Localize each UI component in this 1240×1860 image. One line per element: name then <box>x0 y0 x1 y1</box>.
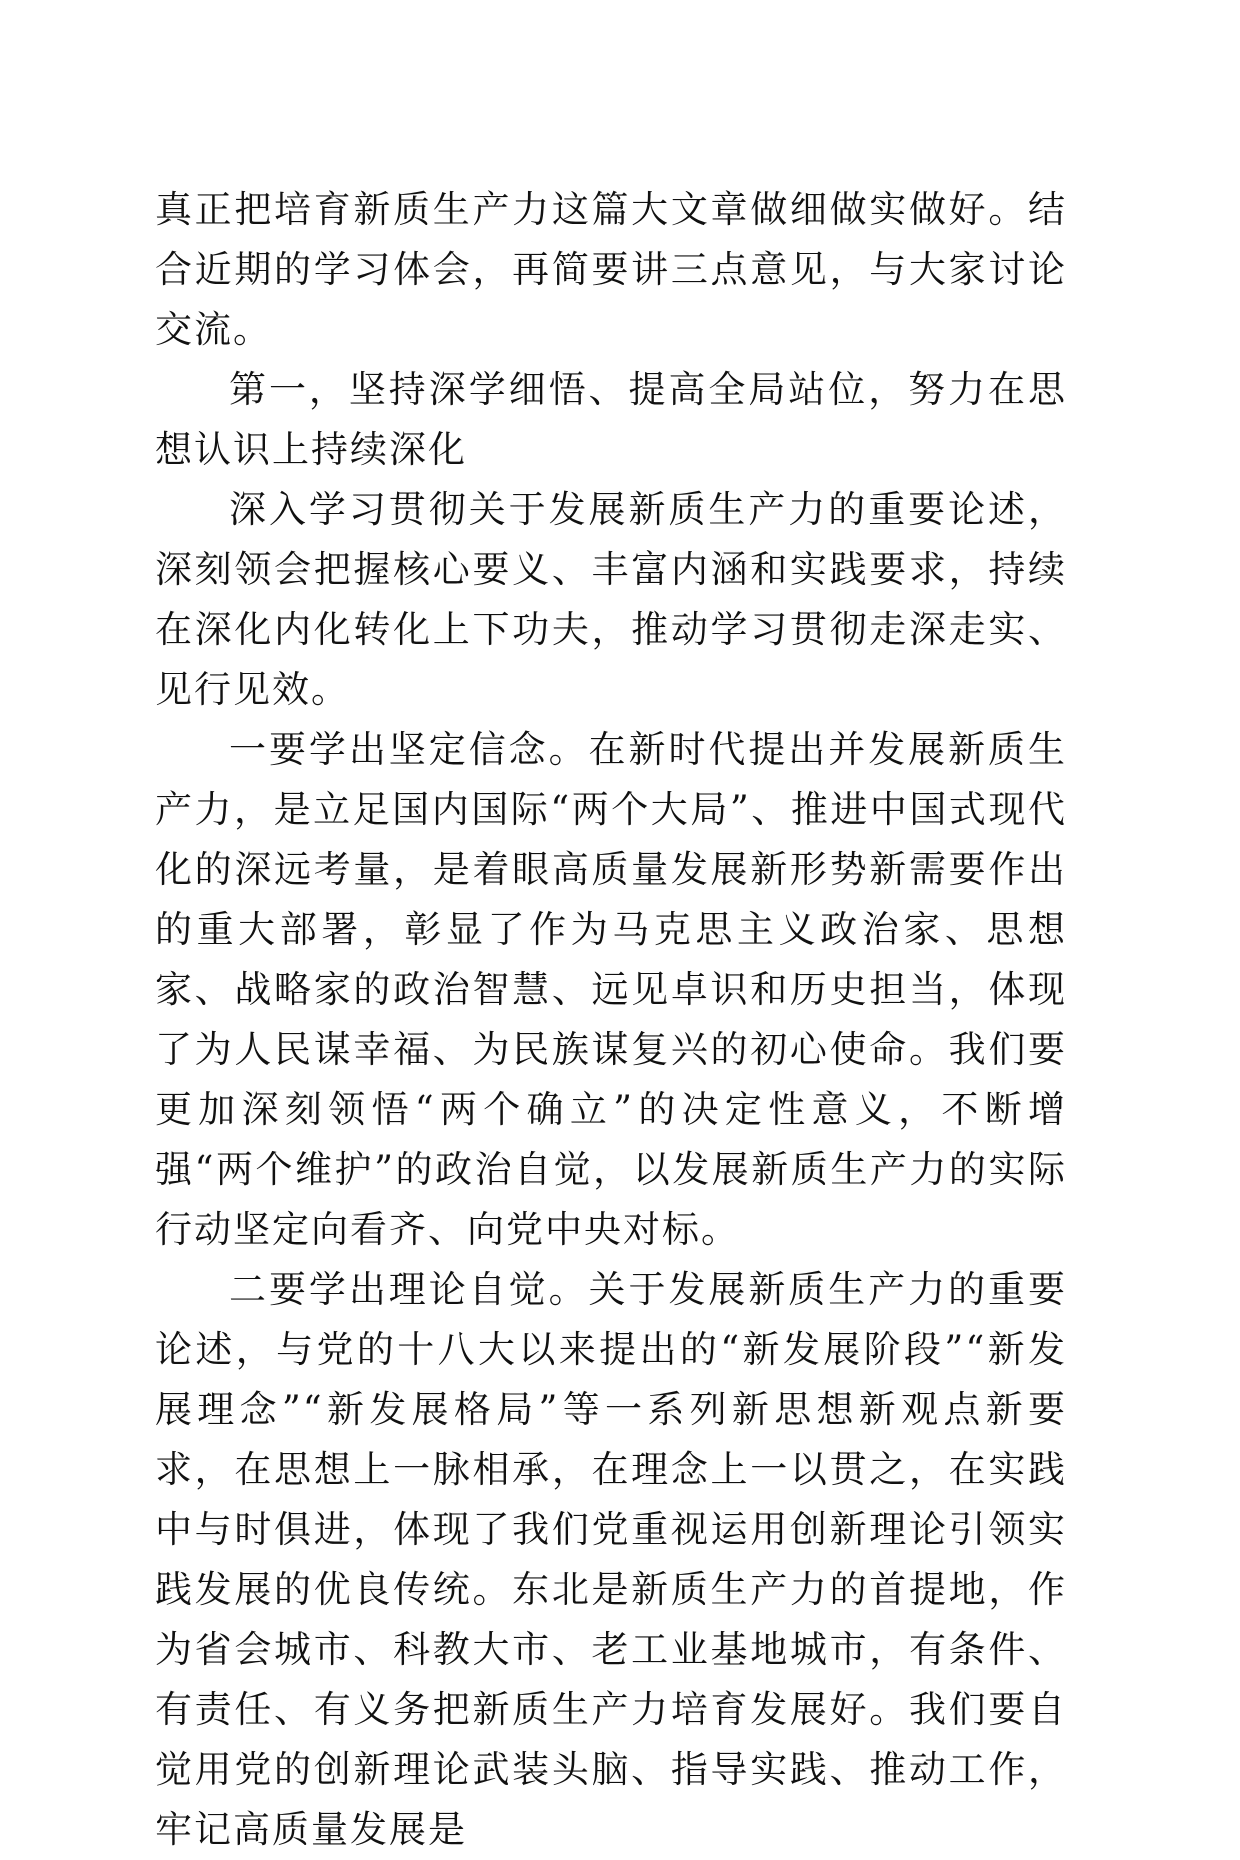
document-body <box>155 180 1067 1860</box>
paragraph-point-two: 二要学出理论自觉。关于发展新质生产力的重要论述，与党的十八大以来提出的“新发展阶段”“新发展理念”“新发展格局”等一系列新思想新观点新要求，在思想上一脉相承，在理念上一以贯之，在实践中与时俱进，体现了我们党重视运用创新理论引领实践发展的优良传统。东北是新质生产力的首提地，作为省会城市、科教大市、老工业基地城市，有条件、有责任、有义务把新质生产力培育发展好。我们要自觉用党的创新理论武装头脑、指导实践、推动工作，牢记高质量发展是 <box>155 1268 1067 1851</box>
paragraph-continuation: 真正把培育新质生产力这篇大文章做细做实做好。结合近期的学习体会，再简要讲三点意见，与大家讨论交流。 <box>155 188 1067 351</box>
paragraph-point-one: 一要学出坚定信念。在新时代提出并发展新质生产力，是立足国内国际“两个大局”、推进中国式现代化的深远考量，是着眼高质量发展新形势新需要作出的重大部署，彰显了作为马克思主义政治家、思想家、战略家的政治智慧、远见卓识和历史担当，体现了为人民谋幸福、为民族谋复兴的初心使命。我们要更加深刻领悟“两个确立”的决定性意义，不断增强“两个维护”的政治自觉，以发展新质生产力的实际行动坚定向看齐、向党中央对标。 <box>155 728 1067 1251</box>
section-heading-first: 第一，坚持深学细悟、提高全局站位，努力在思想认识上持续深化 <box>155 368 1067 471</box>
paragraph-intro: 深入学习贯彻关于发展新质生产力的重要论述，深刻领会把握核心要义、丰富内涵和实践要求，持续在深化内化转化上下功夫，推动学习贯彻走深走实、见行见效。 <box>155 488 1067 711</box>
